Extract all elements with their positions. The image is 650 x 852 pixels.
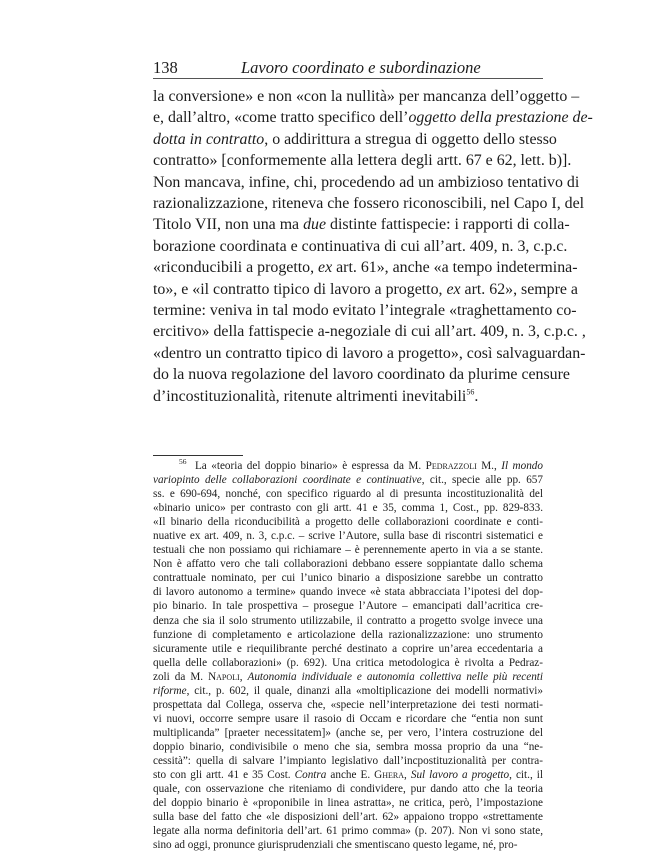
footnote-line [153,557,543,571]
body-line [153,214,570,235]
text-run: zoli da M. [153,670,209,683]
text-run: vi nuovi, occorre sempre usare il rasoio di Occam e ricordare che “entia non sunt [153,712,543,725]
italic-text: Autonomia individuale e autonomia collettiva nelle più recenti [247,670,544,683]
footnote-line [153,585,543,599]
body-line [153,343,586,364]
text-run: «Il binario della riconducibilità a progetto delle collaborazioni coordinate e conti- [153,516,543,529]
body-line [153,257,578,278]
body-line [153,364,570,385]
header-rule [153,78,543,79]
footnote-line [153,670,543,684]
text-run: «riconducibili a progetto, [153,259,319,277]
text-run: quale, con osservazione che riteniamo di condividere, pur dando atto che la teoria [153,783,543,796]
text-run: , [239,670,248,683]
text-run: anche E. [326,769,375,782]
footnote-line [153,487,543,501]
footnote-line [153,599,543,613]
italic-text: ex [446,280,461,298]
footnote-line [153,796,543,810]
footnote-line [153,810,543,824]
text-run: ss. e 690-694, nonché, con specifico riguardo al di presunta incostituzionalità del [153,488,543,501]
text-run: multiplicanda” [praeter necessitatem]» (anche se, per vero, l’intera costruzione del [153,726,543,739]
italic-text: dotta in contratto [153,130,265,148]
text-run: testuali che non possiamo qui richiamare – è perennemente aperto in via a se stante. [153,544,543,557]
text-run: e, dall’altro, «come tratto specifico dell’ [153,109,409,127]
text-run: Titolo VII, non una ma [153,216,304,234]
body-line [153,386,543,407]
footnote-line [153,684,543,698]
footnote-line [153,614,543,628]
body-line [153,150,572,171]
body-paragraph [153,86,593,407]
italic-text: ex [318,259,333,277]
text-run: funzione di completamento e articolazione della razionalizzazione: uno strumento [153,628,543,641]
footnote-56 [153,459,543,852]
text-run: ercitivo» della fattispecie a-negoziale di cui all’art. 409, n. 3, c.p.c. , [153,323,586,341]
text-run: quella delle collaborazioni» (p. 692). Una critica metodologica è rivolta a Pedraz- [153,656,543,669]
author-name: Napoli [208,670,240,683]
footnote-line [153,571,543,585]
text-run: «binario unico» per contrasto con gli artt. 41 e 35, comma 1, Cost., pp. 829-833. [153,502,543,515]
footnote-line [153,656,543,670]
text-run: sto con gli artt. 41 e 35 Cost. [153,769,295,782]
text-run: sino ad oggi, pronunce giurisprudenziali che smentiscano questo legame, né, pro- [153,839,518,852]
body-line [153,321,586,342]
footnote-line [153,473,543,487]
footnote-line [153,515,543,529]
text-run: contratto» [conformemente alla lettera degli artt. 67 e 62, lett. b)]. [153,152,572,170]
text-run: del doppio binario è «proponibile in linea astratta», ne critica, però, l’impostazione [153,797,543,810]
text-run: legate alla norma definitoria dell’art. 61 primo comma» (p. 207). Non vi sono state, [153,825,543,838]
footnote-line [153,712,543,726]
text-run: di lavoro autonomo a termine» quando invece «è stata abbracciata l’ipotesi del dop- [153,586,543,599]
text-run: doppio binario, condivisibile o meno che sia, sembra mossa proprio da una “ne- [153,740,543,753]
text-run: razionalizzazione, riteneva che fossero riconoscibili, nel Capo I, del [153,195,585,213]
text-run: Non è affatto vero che tali collaborazioni debbano essere soppiantate dallo schema [153,558,543,571]
body-line [153,86,580,107]
author-name: Ghera [374,769,405,782]
footnote-number: 56 [179,457,187,467]
text-run: sulla base del fatto che «le disposizioni dell’art. 62» appaiono troppo «strettamente [153,811,543,824]
footnote-line [153,782,543,796]
italic-text: riforme [153,684,187,697]
text-run: termine: veniva in tal modo evitato l’integrale «traghettamento co- [153,302,577,320]
italic-text: variopinto delle collaborazioni coordinate e continuative [153,474,422,487]
text-run: , cit., p. 602, il quale, dinanzi alla «moltiplicazione dei modelli normativi» [186,684,543,697]
text-run: Non mancava, infine, chi, procedendo ad un ambizioso tentativo di [153,173,580,191]
footnote-line [153,754,543,768]
footnote-reference: 56 [466,387,475,397]
text-run: distinte fattispecie: i rapporti di colla- [326,216,570,234]
italic-text: oggetto della prestazione de- [408,109,593,127]
footnote-line [153,824,543,838]
text-run: to», e «il contratto tipico di lavoro a progetto, [153,280,447,298]
text-run: M., [476,460,502,472]
body-line [153,279,578,300]
body-line [153,129,557,150]
text-run: , cit., il [509,769,543,782]
body-line [153,236,568,257]
text-run: nuative ex art. 409, n. 3, c.p.c. – scrive l’Autore, sulla base di riscontri sistematici e [153,530,543,543]
body-line [153,300,577,321]
text-run: «dentro un contratto tipico di lavoro a progetto», così salvaguardan- [153,344,586,362]
text-run: pio binario. In tale prospettiva – prosegue l’Autore – emancipati dall’acritica cre- [153,600,543,613]
text-run: art. 62», sempre a [460,280,578,298]
footnote-line [153,459,543,473]
author-name: Pedrazzoli [425,460,477,472]
footnote-line [153,726,543,740]
footnote-line [153,529,543,543]
text-run: cessità”: quella di salvare l’impianto legislativo dall’incpostituzionalità per contra- [153,754,543,767]
footnote-line [153,642,543,656]
italic-text: Contra [294,769,327,782]
text-run: , o addirittura a stregua di oggetto dello stesso [264,130,557,148]
footnote-separator [153,455,243,456]
italic-text: Sul lavoro a progetto [410,769,510,782]
page-header [153,58,543,80]
text-run: borazione coordinata e continuativa di cui all’art. 409, n. 3, c.p.c. [153,237,568,255]
footnote-line [153,838,543,852]
body-line [153,193,585,214]
text-run: , [404,769,411,782]
text-run: prospettata dal Collega, osserva che, «specie nell’interpretazione dei testi normati- [153,698,543,711]
text-run: denza che sia il solo strumento utilizzabile, il contratto a progetto svolge invece una [153,614,543,627]
running-title: Lavoro coordinato e subordinazione [241,58,481,77]
footnote-line [153,628,543,642]
text-run: do la nuova regolazione del lavoro coordinato da plurime censure [153,366,570,384]
footnote-line [153,740,543,754]
footnote-line [153,768,543,782]
text-run: d’incostituzionalità, ritenute altrimenti inevitabili [153,387,467,405]
footnote-line [153,543,543,557]
italic-text: due [303,216,327,234]
text-run: La «teoria del doppio binario» è espressa da M. [190,460,426,472]
page-number: 138 [153,58,178,77]
text-run: art. 61», anche «a tempo indetermina- [332,259,578,277]
body-line [153,107,593,128]
body-line [153,172,580,193]
footnote-line [153,501,543,515]
text-run: la conversione» e non «con la nullità» per mancanza dell’oggetto – [153,88,580,105]
footnote-line [153,698,543,712]
italic-text: Il mondo [501,460,543,472]
text-run: , cit., specie alle pp. 657 [421,474,543,487]
text-run: . [474,387,479,405]
text-run: contrattuale nominato, per cui l’unico binario a disposizione sarebbe un contratto [153,572,543,585]
text-run: sicuramente utile e riequilibrante perché destinato a coprire un’area eccedentaria a [153,642,543,655]
